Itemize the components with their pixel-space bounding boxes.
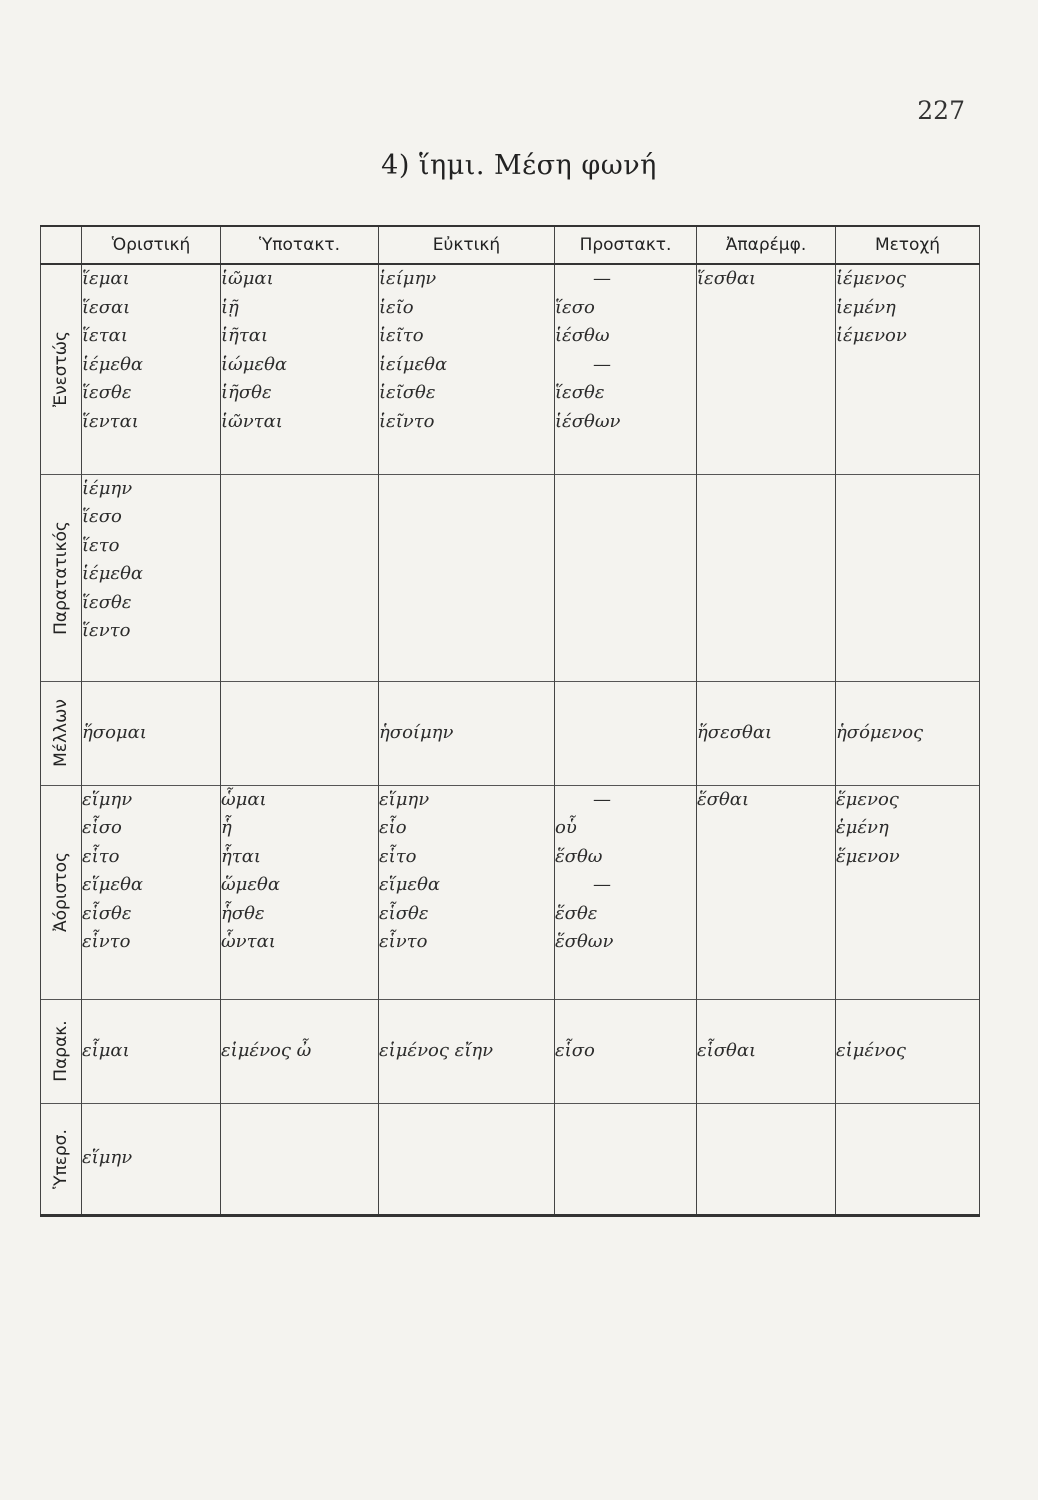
verb-form: εἱμένος εἴην (379, 1039, 494, 1061)
verb-form: ἵεσο (82, 506, 122, 527)
verb-form: εἷσο (82, 817, 122, 838)
column-header: Προστακτ. (555, 226, 697, 264)
form-cell (221, 681, 379, 785)
verb-form: ἱείμεθα (379, 353, 448, 375)
form-cell (221, 785, 379, 999)
header-row (41, 226, 980, 264)
verb-form: εἵμην (82, 1147, 133, 1169)
verb-form: ἕμενος (836, 788, 899, 810)
verb-form: εἵμην (379, 788, 430, 810)
verb-form: ὧνται (221, 931, 276, 952)
verb-form: εἱμένος ὦ (221, 1039, 312, 1061)
form-cell (379, 474, 555, 681)
tense-header (41, 474, 82, 681)
form-cell (221, 1103, 379, 1215)
verb-form: ἕσθω (555, 845, 603, 867)
tense-row (41, 681, 980, 785)
form-cell (379, 264, 555, 474)
form-cell (82, 264, 221, 474)
tense-header (41, 264, 82, 474)
form-cell (221, 264, 379, 474)
verb-form: ἧται (221, 845, 261, 867)
verb-form: ἱεῖσθε (379, 382, 436, 403)
verb-form: ἱείμην (379, 268, 437, 289)
verb-form: — (593, 788, 611, 810)
form-cell (697, 474, 836, 681)
verb-form: ἵεντο (82, 620, 131, 641)
form-cell (82, 681, 221, 785)
verb-form: ἱέσθω (555, 325, 610, 346)
verb-form: ἱεῖντο (379, 410, 435, 432)
verb-form: ἧσθε (221, 902, 265, 924)
verb-form: εἵμεθα (82, 874, 144, 895)
form-cell (697, 999, 836, 1103)
conjugation-table (40, 225, 980, 1217)
verb-form: ἵεται (82, 325, 128, 346)
verb-form: ἥσεσθαι (697, 721, 773, 743)
form-cell (221, 474, 379, 681)
verb-form: ἕσθε (555, 902, 598, 924)
form-cell (697, 264, 836, 474)
form-cell (697, 1103, 836, 1215)
page-title: 4) ἵημι. Μέση φωνή (381, 150, 657, 181)
verb-form: ἕμενον (836, 845, 900, 867)
verb-form: ἵεμαι (82, 268, 130, 289)
column-header: Ἀπαρέμφ. (697, 226, 836, 264)
verb-form: εἷτο (82, 845, 120, 867)
tense-row (41, 264, 980, 474)
tense-label: Ὑπερσ. (51, 1128, 71, 1189)
verb-form: ἱῆσθε (221, 382, 272, 403)
verb-form: ἱῶμαι (221, 268, 274, 289)
verb-form: εἷμαι (82, 1039, 130, 1061)
form-cell (697, 681, 836, 785)
form-cell (555, 785, 697, 999)
verb-form: ἧ (221, 817, 232, 838)
form-cell (82, 474, 221, 681)
verb-form: ἱέμεθα (82, 353, 144, 375)
verb-form: εἷσθε (82, 902, 132, 924)
verb-form: ἵεσθαι (697, 268, 757, 289)
form-cell (221, 999, 379, 1103)
verb-form: εἷσο (555, 1039, 595, 1061)
tense-header (41, 681, 82, 785)
verb-form: ἱέμενον (836, 325, 907, 346)
form-cell (379, 785, 555, 999)
verb-form: ἵεσθε (82, 382, 132, 403)
verb-form: ἵεσαι (82, 296, 131, 318)
tense-header (41, 999, 82, 1103)
verb-form: ἱῶνται (221, 410, 283, 432)
form-cell (836, 264, 980, 474)
verb-form: ὥμεθα (221, 874, 281, 895)
verb-form: εἷντο (82, 931, 131, 952)
column-header: Μετοχή (836, 226, 980, 264)
verb-form: ἡσοίμην (379, 721, 454, 743)
verb-form: ἱέμενος (836, 268, 906, 289)
verb-form: ὧμαι (221, 788, 267, 810)
form-cell (697, 785, 836, 999)
verb-form: ἵεσθε (555, 382, 605, 403)
form-cell (379, 999, 555, 1103)
verb-form: ἱέμην (82, 477, 133, 499)
verb-form: εἱμένος (836, 1039, 906, 1061)
tense-label: Μέλλων (51, 699, 71, 767)
form-cell (836, 999, 980, 1103)
form-cell (555, 264, 697, 474)
verb-form: οὗ (555, 817, 577, 838)
tense-header (41, 785, 82, 999)
tense-row (41, 1103, 980, 1215)
column-header: Ὁριστική (82, 226, 221, 264)
form-cell (379, 681, 555, 785)
verb-form: ἱῇ (221, 296, 239, 318)
verb-form: ἱῆται (221, 325, 269, 346)
corner-cell (41, 226, 82, 264)
verb-form: ἵετο (82, 534, 120, 556)
form-cell (555, 474, 697, 681)
verb-form: ἕσθαι (697, 788, 749, 810)
verb-form: ἵενται (82, 410, 139, 432)
verb-form: ἑμένη (836, 817, 889, 838)
tense-row (41, 999, 980, 1103)
verb-form: — (593, 353, 611, 375)
verb-form: ἡσόμενος (836, 721, 924, 743)
verb-form: — (593, 874, 611, 895)
verb-form: εἷτο (379, 845, 417, 867)
verb-form: ἱέμεθα (82, 563, 144, 584)
form-cell (555, 1103, 697, 1215)
page-number: 227 (917, 96, 965, 125)
verb-form: ἵεσθε (82, 591, 132, 613)
form-cell (379, 1103, 555, 1215)
verb-form: εἵμην (82, 788, 133, 810)
verb-form: ἥσομαι (82, 721, 147, 743)
form-cell (836, 785, 980, 999)
form-cell (836, 1103, 980, 1215)
form-cell (82, 1103, 221, 1215)
verb-form: εἷο (379, 817, 407, 838)
tense-label: Παρατατικός (51, 520, 71, 635)
form-cell (555, 999, 697, 1103)
verb-form: — (593, 268, 611, 289)
form-cell (836, 474, 980, 681)
verb-form: εἵμεθα (379, 874, 441, 895)
verb-form: ἱεῖτο (379, 325, 424, 346)
verb-form: ἵεσο (555, 296, 595, 318)
form-cell (555, 681, 697, 785)
tense-label: Παρακ. (51, 1020, 71, 1082)
column-header: Ὑποτακτ. (221, 226, 379, 264)
tense-row (41, 474, 980, 681)
verb-form: εἷντο (379, 931, 428, 952)
column-header: Εὐκτική (379, 226, 555, 264)
verb-form: εἷσθαι (697, 1039, 757, 1061)
verb-form: ἱώμεθα (221, 353, 288, 375)
verb-form: ἱεῖο (379, 296, 414, 318)
form-cell (82, 999, 221, 1103)
verb-form: ἱέσθων (555, 410, 621, 432)
verb-form: εἷσθε (379, 902, 429, 924)
tense-label: Ἐνεστώς (51, 331, 71, 408)
form-cell (82, 785, 221, 999)
tense-row (41, 785, 980, 999)
verb-form: ἱεμένη (836, 296, 896, 318)
form-cell (836, 681, 980, 785)
verb-form: ἕσθων (555, 931, 614, 952)
tense-header (41, 1103, 82, 1215)
tense-label: Ἀόριστος (51, 852, 71, 932)
